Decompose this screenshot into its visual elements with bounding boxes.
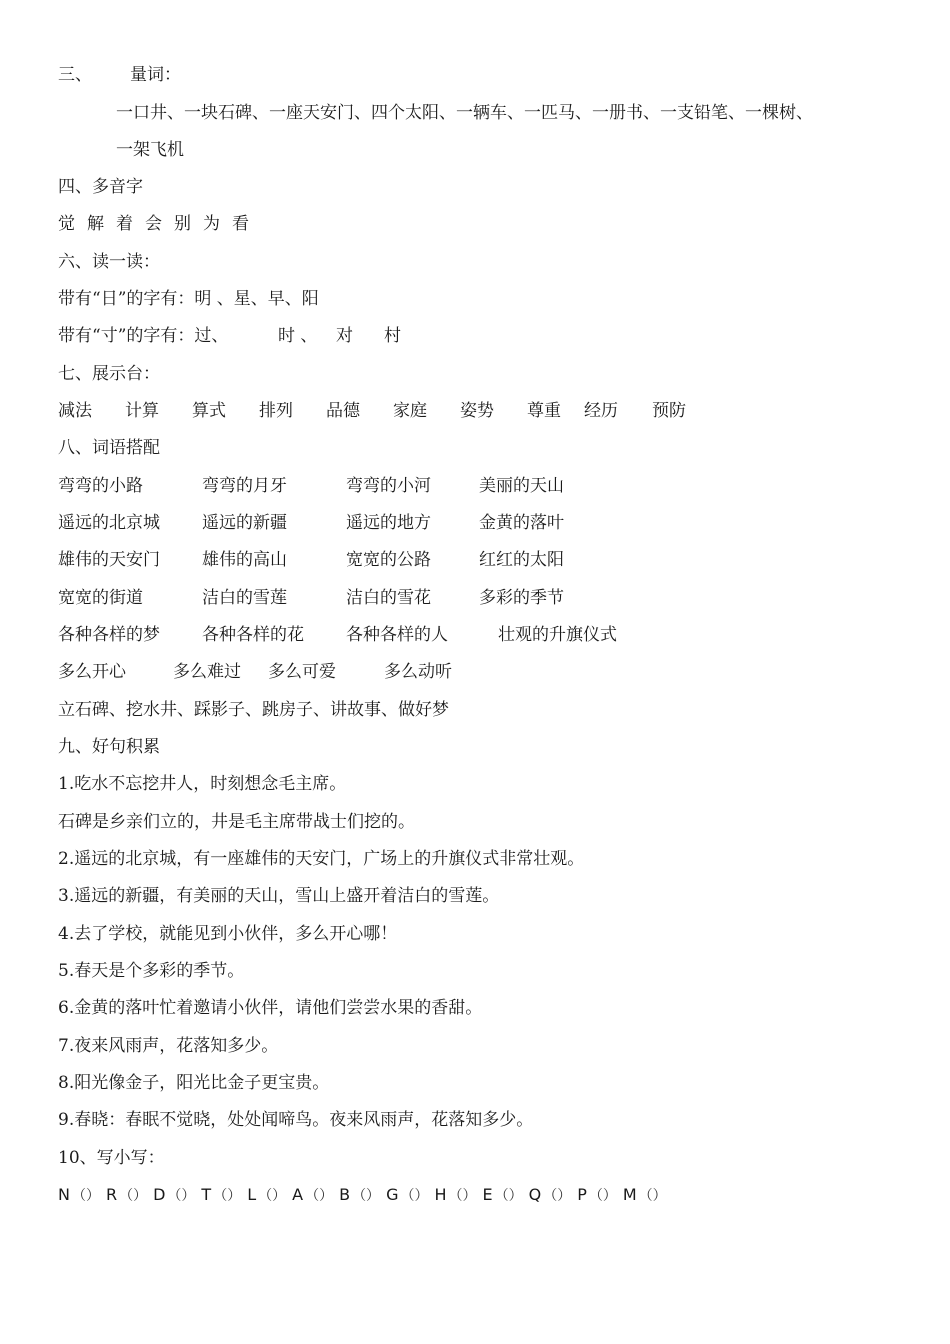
- letter-item: [58, 1184, 102, 1207]
- answer-blank[interactable]: （）: [305, 1188, 334, 1204]
- letter-item: [577, 1184, 619, 1207]
- ri-radical-line: 带有“日”的字有：明 、星、早、阳: [58, 289, 319, 309]
- cun-radical-line: [58, 325, 458, 347]
- sentence-line: 7.夜来风雨声，花落知多少。: [58, 1036, 279, 1056]
- measure-words-line-2: 一架飞机: [116, 140, 184, 160]
- letter-item: [106, 1184, 149, 1207]
- letter-item: [386, 1184, 430, 1207]
- showcase-words: [58, 400, 758, 422]
- sec6-title: 六、读一读：: [58, 252, 160, 272]
- polyphonic-char: 解: [87, 214, 104, 234]
- showcase-word: 计算: [125, 401, 159, 421]
- polyphonic-char: 着: [116, 214, 133, 234]
- sentence-line: 8.阳光像金子，阳光比金子更宝贵。: [58, 1073, 330, 1093]
- letter-item: [483, 1184, 525, 1207]
- sentence-line: 9.春晓：春眠不觉晓，处处闻啼鸟。夜来风雨声，花落知多少。: [58, 1110, 534, 1130]
- collocation-item: 多彩的季节: [479, 588, 564, 608]
- sentence-line: 3.遥远的新疆，有美丽的天山，雪山上盛开着洁白的雪莲。: [58, 886, 500, 906]
- collocation-item: 宽宽的公路: [346, 550, 431, 570]
- collocation-item: 遥远的北京城: [58, 513, 160, 533]
- sec8-title: 八、词语搭配: [58, 438, 160, 458]
- cun-radical-char-b: 对: [336, 326, 353, 346]
- polyphonic-chars: [58, 213, 261, 235]
- letter-item: [201, 1184, 243, 1207]
- collocation-item: 多么开心: [58, 662, 126, 682]
- showcase-word: 预防: [652, 401, 686, 421]
- collocation-row: [58, 624, 758, 646]
- answer-blank[interactable]: （）: [494, 1188, 523, 1204]
- answer-blank[interactable]: （）: [638, 1188, 667, 1204]
- sentence-line: 6.金黄的落叶忙着邀请小伙伴，请他们尝尝水果的香甜。: [58, 998, 483, 1018]
- showcase-word: 减法: [58, 401, 92, 421]
- answer-blank[interactable]: （）: [213, 1188, 242, 1204]
- collocation-item: 雄伟的高山: [202, 550, 287, 570]
- answer-blank[interactable]: （）: [588, 1188, 617, 1204]
- showcase-word: 尊重: [527, 401, 561, 421]
- polyphonic-char: 别: [174, 214, 191, 234]
- cun-radical-char-a: 时 、: [278, 326, 318, 346]
- sentence-line: 4.去了学校，就能见到小伙伴，多么开心哪！: [58, 924, 398, 944]
- uppercase-letter: L: [247, 1185, 257, 1204]
- answer-blank[interactable]: （）: [167, 1188, 196, 1204]
- answer-blank[interactable]: （）: [543, 1188, 572, 1204]
- cun-radical-char-c: 村: [384, 326, 401, 346]
- uppercase-letter: A: [292, 1185, 304, 1204]
- collocation-row: [58, 587, 758, 609]
- verb-phrases: 立石碑、挖水井、踩影子、跳房子、讲故事、做好梦: [58, 700, 449, 720]
- uppercase-letter: E: [482, 1185, 493, 1204]
- collocation-item: 各种各样的人: [346, 625, 448, 645]
- sec3-title: 量词：: [130, 65, 181, 85]
- collocation-row: [58, 512, 758, 534]
- answer-blank[interactable]: （）: [71, 1188, 100, 1204]
- collocation-item: 各种各样的花: [202, 625, 304, 645]
- uppercase-letter: Q: [528, 1185, 542, 1204]
- answer-blank[interactable]: （）: [352, 1188, 381, 1204]
- collocation-item: 遥远的地方: [346, 513, 431, 533]
- polyphonic-char: 看: [232, 214, 249, 234]
- sentence-line: 1.吃水不忘挖井人，时刻想念毛主席。: [58, 774, 347, 794]
- uppercase-letter: H: [434, 1185, 447, 1204]
- collocation-item: 洁白的雪花: [346, 588, 431, 608]
- letter-item: [292, 1184, 335, 1207]
- collocation-item: 多么可爱: [268, 662, 336, 682]
- uppercase-letter: D: [153, 1185, 166, 1204]
- letter-item: [153, 1184, 197, 1207]
- answer-blank[interactable]: （）: [448, 1188, 477, 1204]
- uppercase-letter: B: [339, 1185, 351, 1204]
- collocation-row: [58, 661, 758, 683]
- letter-item: [434, 1184, 478, 1207]
- answer-blank[interactable]: （）: [119, 1188, 148, 1204]
- showcase-word: 排列: [259, 401, 293, 421]
- letter-item: [339, 1184, 382, 1207]
- collocation-item: 各种各样的梦: [58, 625, 160, 645]
- uppercase-letter: M: [622, 1185, 637, 1204]
- sentence-line: 2.遥远的北京城，有一座雄伟的天安门，广场上的升旗仪式非常壮观。: [58, 849, 585, 869]
- collocation-row: [58, 549, 758, 571]
- collocation-item: 宽宽的街道: [58, 588, 143, 608]
- collocation-item: 洁白的雪莲: [202, 588, 287, 608]
- sec3-number: 三、: [58, 65, 92, 85]
- polyphonic-char: 觉: [58, 214, 75, 234]
- polyphonic-char: 为: [203, 214, 220, 234]
- polyphonic-char: 会: [145, 214, 162, 234]
- uppercase-letter: R: [105, 1185, 118, 1204]
- collocation-item: 弯弯的小河: [346, 476, 431, 496]
- sec4-title: 四、多音字: [58, 177, 143, 197]
- showcase-word: 品德: [326, 401, 360, 421]
- sec7-title: 七、展示台：: [58, 364, 160, 384]
- sentence-line: 5.春天是个多彩的季节。: [58, 961, 245, 981]
- uppercase-letters-row: [58, 1184, 673, 1207]
- uppercase-letter: P: [577, 1185, 587, 1204]
- letter-item: [529, 1184, 574, 1207]
- letter-item: [247, 1184, 288, 1207]
- showcase-word: 经历: [584, 401, 618, 421]
- collocation-row: [58, 475, 758, 497]
- collocation-item: 多么动听: [384, 662, 452, 682]
- showcase-word: 家庭: [393, 401, 427, 421]
- sentence-line: 石碑是乡亲们立的，井是毛主席带战士们挖的。: [58, 812, 415, 832]
- sec3-heading: [58, 64, 181, 86]
- collocation-item: 遥远的新疆: [202, 513, 287, 533]
- answer-blank[interactable]: （）: [400, 1188, 429, 1204]
- uppercase-letter: N: [58, 1185, 70, 1204]
- collocation-item: 雄伟的天安门: [58, 550, 160, 570]
- answer-blank[interactable]: （）: [258, 1188, 287, 1204]
- collocation-item: 红红的太阳: [479, 550, 564, 570]
- uppercase-letter: T: [201, 1185, 212, 1204]
- showcase-word: 算式: [192, 401, 226, 421]
- cun-radical-prefix: 带有“寸”的字有：过、: [58, 326, 229, 346]
- letter-item: [623, 1184, 669, 1207]
- sec9-title: 九、好句积累: [58, 737, 160, 757]
- sec10-title: 10、写小写：: [58, 1148, 165, 1168]
- collocation-item: 多么难过: [173, 662, 241, 682]
- collocation-item: 壮观的升旗仪式: [498, 625, 617, 645]
- collocation-item: 美丽的天山: [479, 476, 564, 496]
- uppercase-letter: G: [386, 1185, 399, 1204]
- collocation-item: 弯弯的月牙: [202, 476, 287, 496]
- measure-words-line-1: 一口井、一块石碑、一座天安门、四个太阳、一辆车、一匹马、一册书、一支铅笔、一棵树、: [116, 103, 813, 123]
- collocation-item: 弯弯的小路: [58, 476, 143, 496]
- showcase-word: 姿势: [460, 401, 494, 421]
- collocation-item: 金黄的落叶: [479, 513, 564, 533]
